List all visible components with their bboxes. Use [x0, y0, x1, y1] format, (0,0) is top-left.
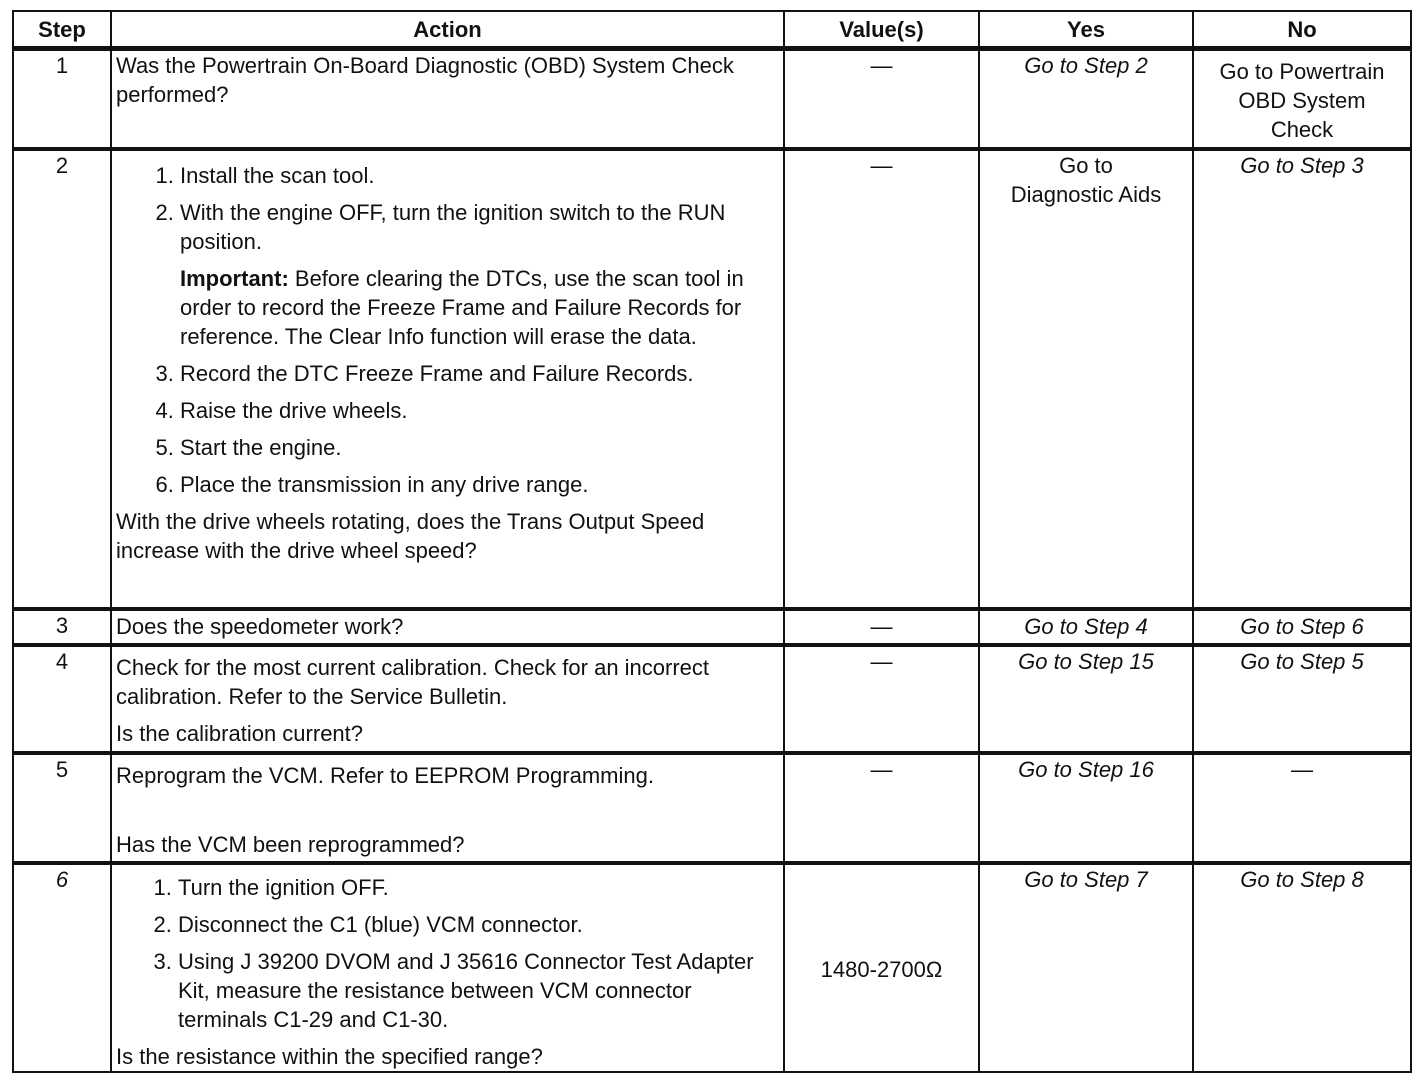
header-values: Value(s): [784, 11, 979, 49]
table-row: [13, 753, 1411, 863]
table-row: [13, 609, 1411, 645]
question-text: Has the VCM been reprogrammed?: [116, 831, 465, 857]
action-cell: [111, 149, 784, 609]
action-text: Does the speedometer work?: [116, 614, 404, 639]
header-row: [13, 11, 1411, 49]
procedure-step: 4. Raise the drive wheels.: [180, 396, 779, 425]
question-text: Is the calibration current?: [116, 720, 364, 746]
table-row: [13, 645, 1411, 753]
header-action: Action: [111, 11, 784, 49]
step-number: 5: [13, 753, 111, 863]
diagnostic-table: [12, 10, 1412, 1073]
procedure-step: 6. Place the transmission in any drive range.: [180, 470, 779, 499]
no-cell: —: [1193, 753, 1411, 863]
yes-cell: Go to Step 15: [979, 645, 1193, 753]
important-note: [180, 264, 779, 351]
action-cell: [111, 645, 784, 753]
no-cell: Go to Powertrain OBD System Check: [1193, 49, 1411, 149]
step-number: 6: [13, 863, 111, 1072]
yes-cell: Go to Step 4: [979, 609, 1193, 645]
action-text: Was the Powertrain On-Board Diagnostic (OBD) System Check performed?: [116, 53, 734, 107]
value-cell: —: [784, 49, 979, 149]
action-cell: [111, 609, 784, 645]
no-cell: Go to Step 5: [1193, 645, 1411, 753]
procedure-step: 3. Using J 39200 DVOM and J 35616 Connector Test Adapter Kit, measure the resistance between VCM connector terminals C1-29 and C1-30.: [178, 947, 779, 1034]
action-text: Reprogram the VCM. Refer to EEPROM Programming.: [116, 762, 654, 788]
procedure-step: 5. Start the engine.: [180, 433, 779, 462]
value-cell: —: [784, 609, 979, 645]
yes-cell: [979, 149, 1193, 609]
step-number: 1: [13, 49, 111, 149]
action-cell: [111, 863, 784, 1072]
action-cell: [111, 49, 784, 149]
step-number: 4: [13, 645, 111, 753]
important-label: Important:: [180, 265, 289, 291]
table-row: [13, 149, 1411, 609]
no-cell: Go to Step 6: [1193, 609, 1411, 645]
yes-cell: Go to Step 2: [979, 49, 1193, 149]
question-text: With the drive wheels rotating, does the Trans Output Speed increase with the drive wheel speed?: [116, 508, 705, 563]
procedure-list: [116, 873, 779, 1034]
no-cell: Go to Step 8: [1193, 863, 1411, 1072]
value-cell: —: [784, 645, 979, 753]
procedure-list: [116, 161, 779, 256]
step-number: 3: [13, 609, 111, 645]
yes-cell: Go to Step 7: [979, 863, 1193, 1072]
table-row: [13, 49, 1411, 149]
step-number: 2: [13, 149, 111, 609]
yes-text: Go to Diagnostic Aids: [1010, 152, 1162, 207]
header-step: Step: [13, 11, 111, 49]
action-text: Check for the most current calibration. Check for an incorrect calibration. Refer to the Service Bulletin.: [116, 654, 710, 709]
procedure-step: 2. Disconnect the C1 (blue) VCM connector.: [178, 910, 779, 939]
header-yes: Yes: [979, 11, 1193, 49]
no-cell: Go to Step 3: [1193, 149, 1411, 609]
header-no: No: [1193, 11, 1411, 49]
question-text: Is the resistance within the specified range?: [116, 1043, 543, 1069]
procedure-step: 2. With the engine OFF, turn the ignition switch to the RUN position.: [180, 198, 779, 256]
value-cell: —: [784, 149, 979, 609]
procedure-step: 1. Turn the ignition OFF.: [178, 873, 779, 902]
yes-cell: Go to Step 16: [979, 753, 1193, 863]
value-cell: —: [784, 753, 979, 863]
procedure-list: [116, 359, 779, 499]
procedure-step: 3. Record the DTC Freeze Frame and Failure Records.: [180, 359, 779, 388]
value-cell: 1480-2700Ω: [784, 863, 979, 1072]
procedure-step: 1. Install the scan tool.: [180, 161, 779, 190]
table-row: [13, 863, 1411, 1072]
important-text: Before clearing the DTCs, use the scan tool in order to record the Freeze Frame and Failure Records for reference. The Clear Info function will erase the data.: [180, 265, 744, 349]
action-cell: [111, 753, 784, 863]
